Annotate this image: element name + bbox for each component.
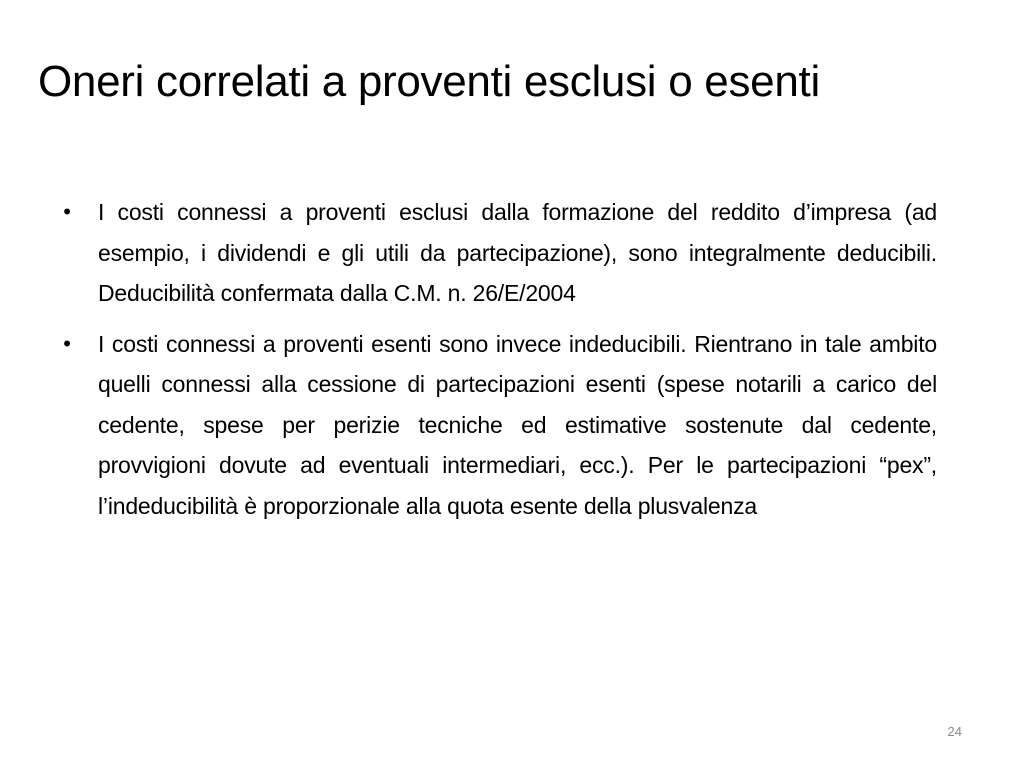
bullet-item [60, 192, 937, 314]
slide-title: Oneri correlati a proventi esclusi o esenti [38, 57, 820, 106]
bullet-text: I costi connessi a proventi esclusi dalla formazione del reddito d’impresa (ad esempio, i dividendi e gli utili da partecipazione), sono integralmente deducibili. Deducibilità confermata dalla C.M. n. 26/E/2004 [98, 199, 937, 306]
bullet-dot-icon: • [63, 330, 71, 356]
bullet-list [60, 192, 937, 536]
bullet-dot-icon: • [63, 199, 71, 224]
bullet-text: I costi connessi a proventi esenti sono invece indeducibili. Rientrano in tale ambito quelli connessi alla cessione di partecipazioni esenti (spese notarili a carico del cedente, spese per perizie tecniche ed estimative sostenute dal cedente, provvigioni dovute ad eventuali intermediari, ecc.). Per le partecipazioni “pex”, l’indeducibilità è proporzionale alla quota esente della plusvalenza [98, 330, 937, 519]
bullet-item [60, 324, 937, 527]
page-number: 24 [947, 724, 962, 739]
